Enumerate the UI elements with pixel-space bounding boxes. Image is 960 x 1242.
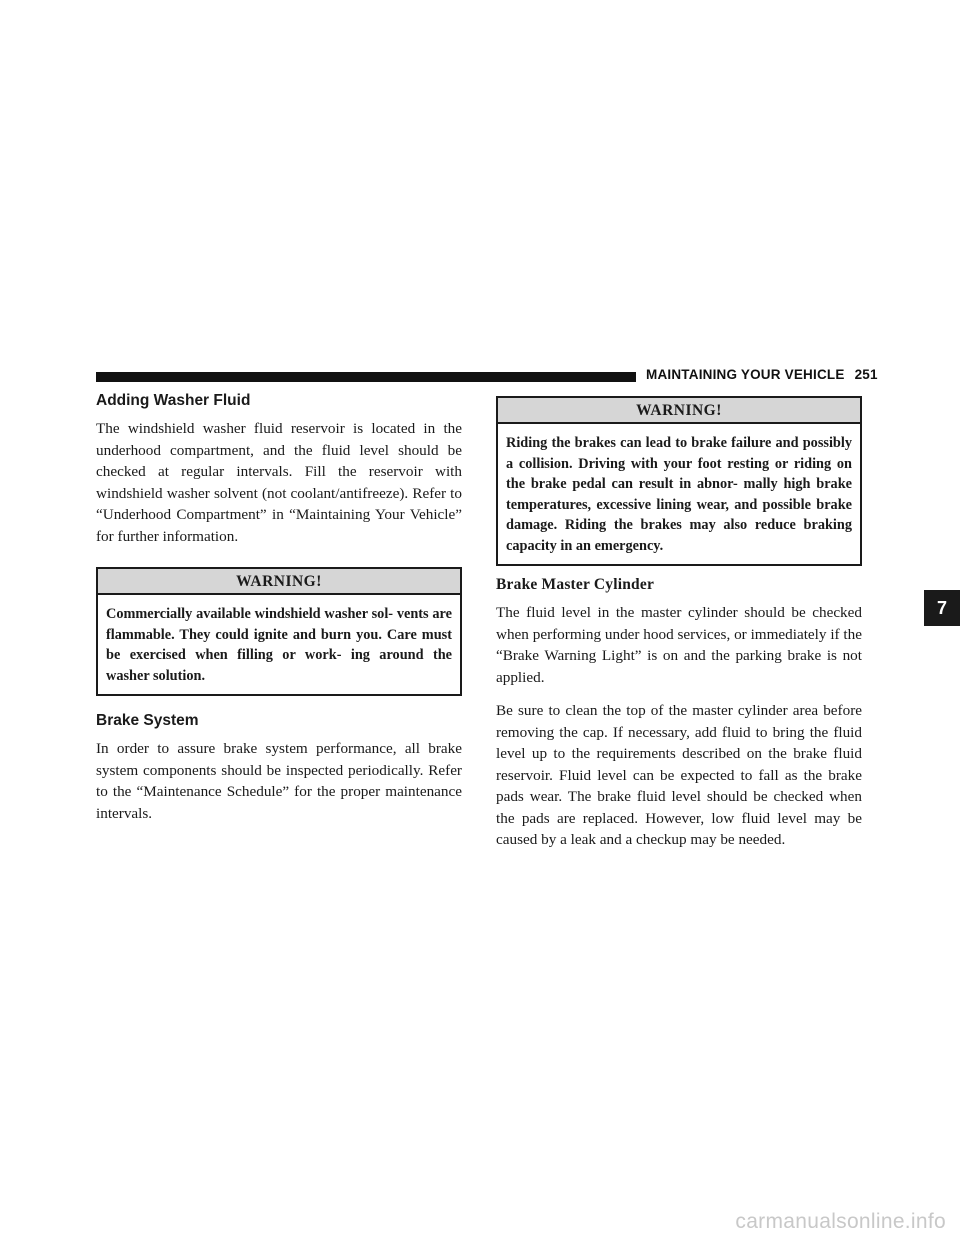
left-column (96, 392, 462, 836)
washer-fluid-paragraph: The windshield washer fluid reservoir is located in the underhood compartment, and the fluid level should be checked at regular intervals. Fill the reservoir with windshield washer solvent (not coolant/antifreeze). Refer to “Underhood Compartment” in “Maintaining Your Vehicle” for further information. (96, 420, 462, 545)
brake-master-cylinder-heading: Brake Master Cylinder (496, 576, 655, 593)
right-column (496, 396, 862, 863)
chapter-tab: 7 (924, 590, 960, 626)
warning-title: WARNING! (498, 398, 860, 424)
running-header (646, 367, 878, 382)
washer-warning-box (96, 567, 462, 696)
warning-text: Commercially available windshield washer sol- vents are flammable. They could ignite and burn you. Care must be exercised when filling or work- ing around the washer solution. (106, 606, 452, 684)
warning-text: Riding the brakes can lead to brake failure and possibly a collision. Driving with your foot resting or riding on the brake pedal can result in abnor- mally high brake temperatures, excessive lining wear, and possible brake damage. Riding the brakes may also reduce braking capacity in an emergency. (506, 435, 852, 554)
warning-title: WARNING! (98, 569, 460, 595)
master-cylinder-paragraph-2: Be sure to clean the top of the master cylinder area before removing the cap. If necessary, add fluid to bring the fluid level up to the requirements described on the brake fluid reservoir. Fluid level can be expected to fall as the brake pads wear. The brake fluid level should be checked when the pads are replaced. However, low fluid level may be caused by a leak and a checkup may be needed. (496, 702, 862, 848)
brake-warning-box (496, 396, 862, 566)
washer-fluid-heading: Adding Washer Fluid (96, 392, 251, 409)
header-rule (96, 372, 636, 382)
brake-system-heading: Brake System (96, 712, 199, 729)
section-title: MAINTAINING YOUR VEHICLE (646, 367, 845, 382)
master-cylinder-paragraph-1: The fluid level in the master cylinder should be checked when performing under hood services, or immediately if the “Brake Warning Light” is on and the parking brake is not applied. (496, 604, 862, 686)
page-number: 251 (854, 367, 878, 382)
brake-system-paragraph: In order to assure brake system performance, all brake system components should be inspected periodically. Refer to the “Maintenance Schedule” for the proper maintenance intervals. (96, 740, 462, 822)
watermark: carmanualsonline.info (735, 1210, 946, 1233)
